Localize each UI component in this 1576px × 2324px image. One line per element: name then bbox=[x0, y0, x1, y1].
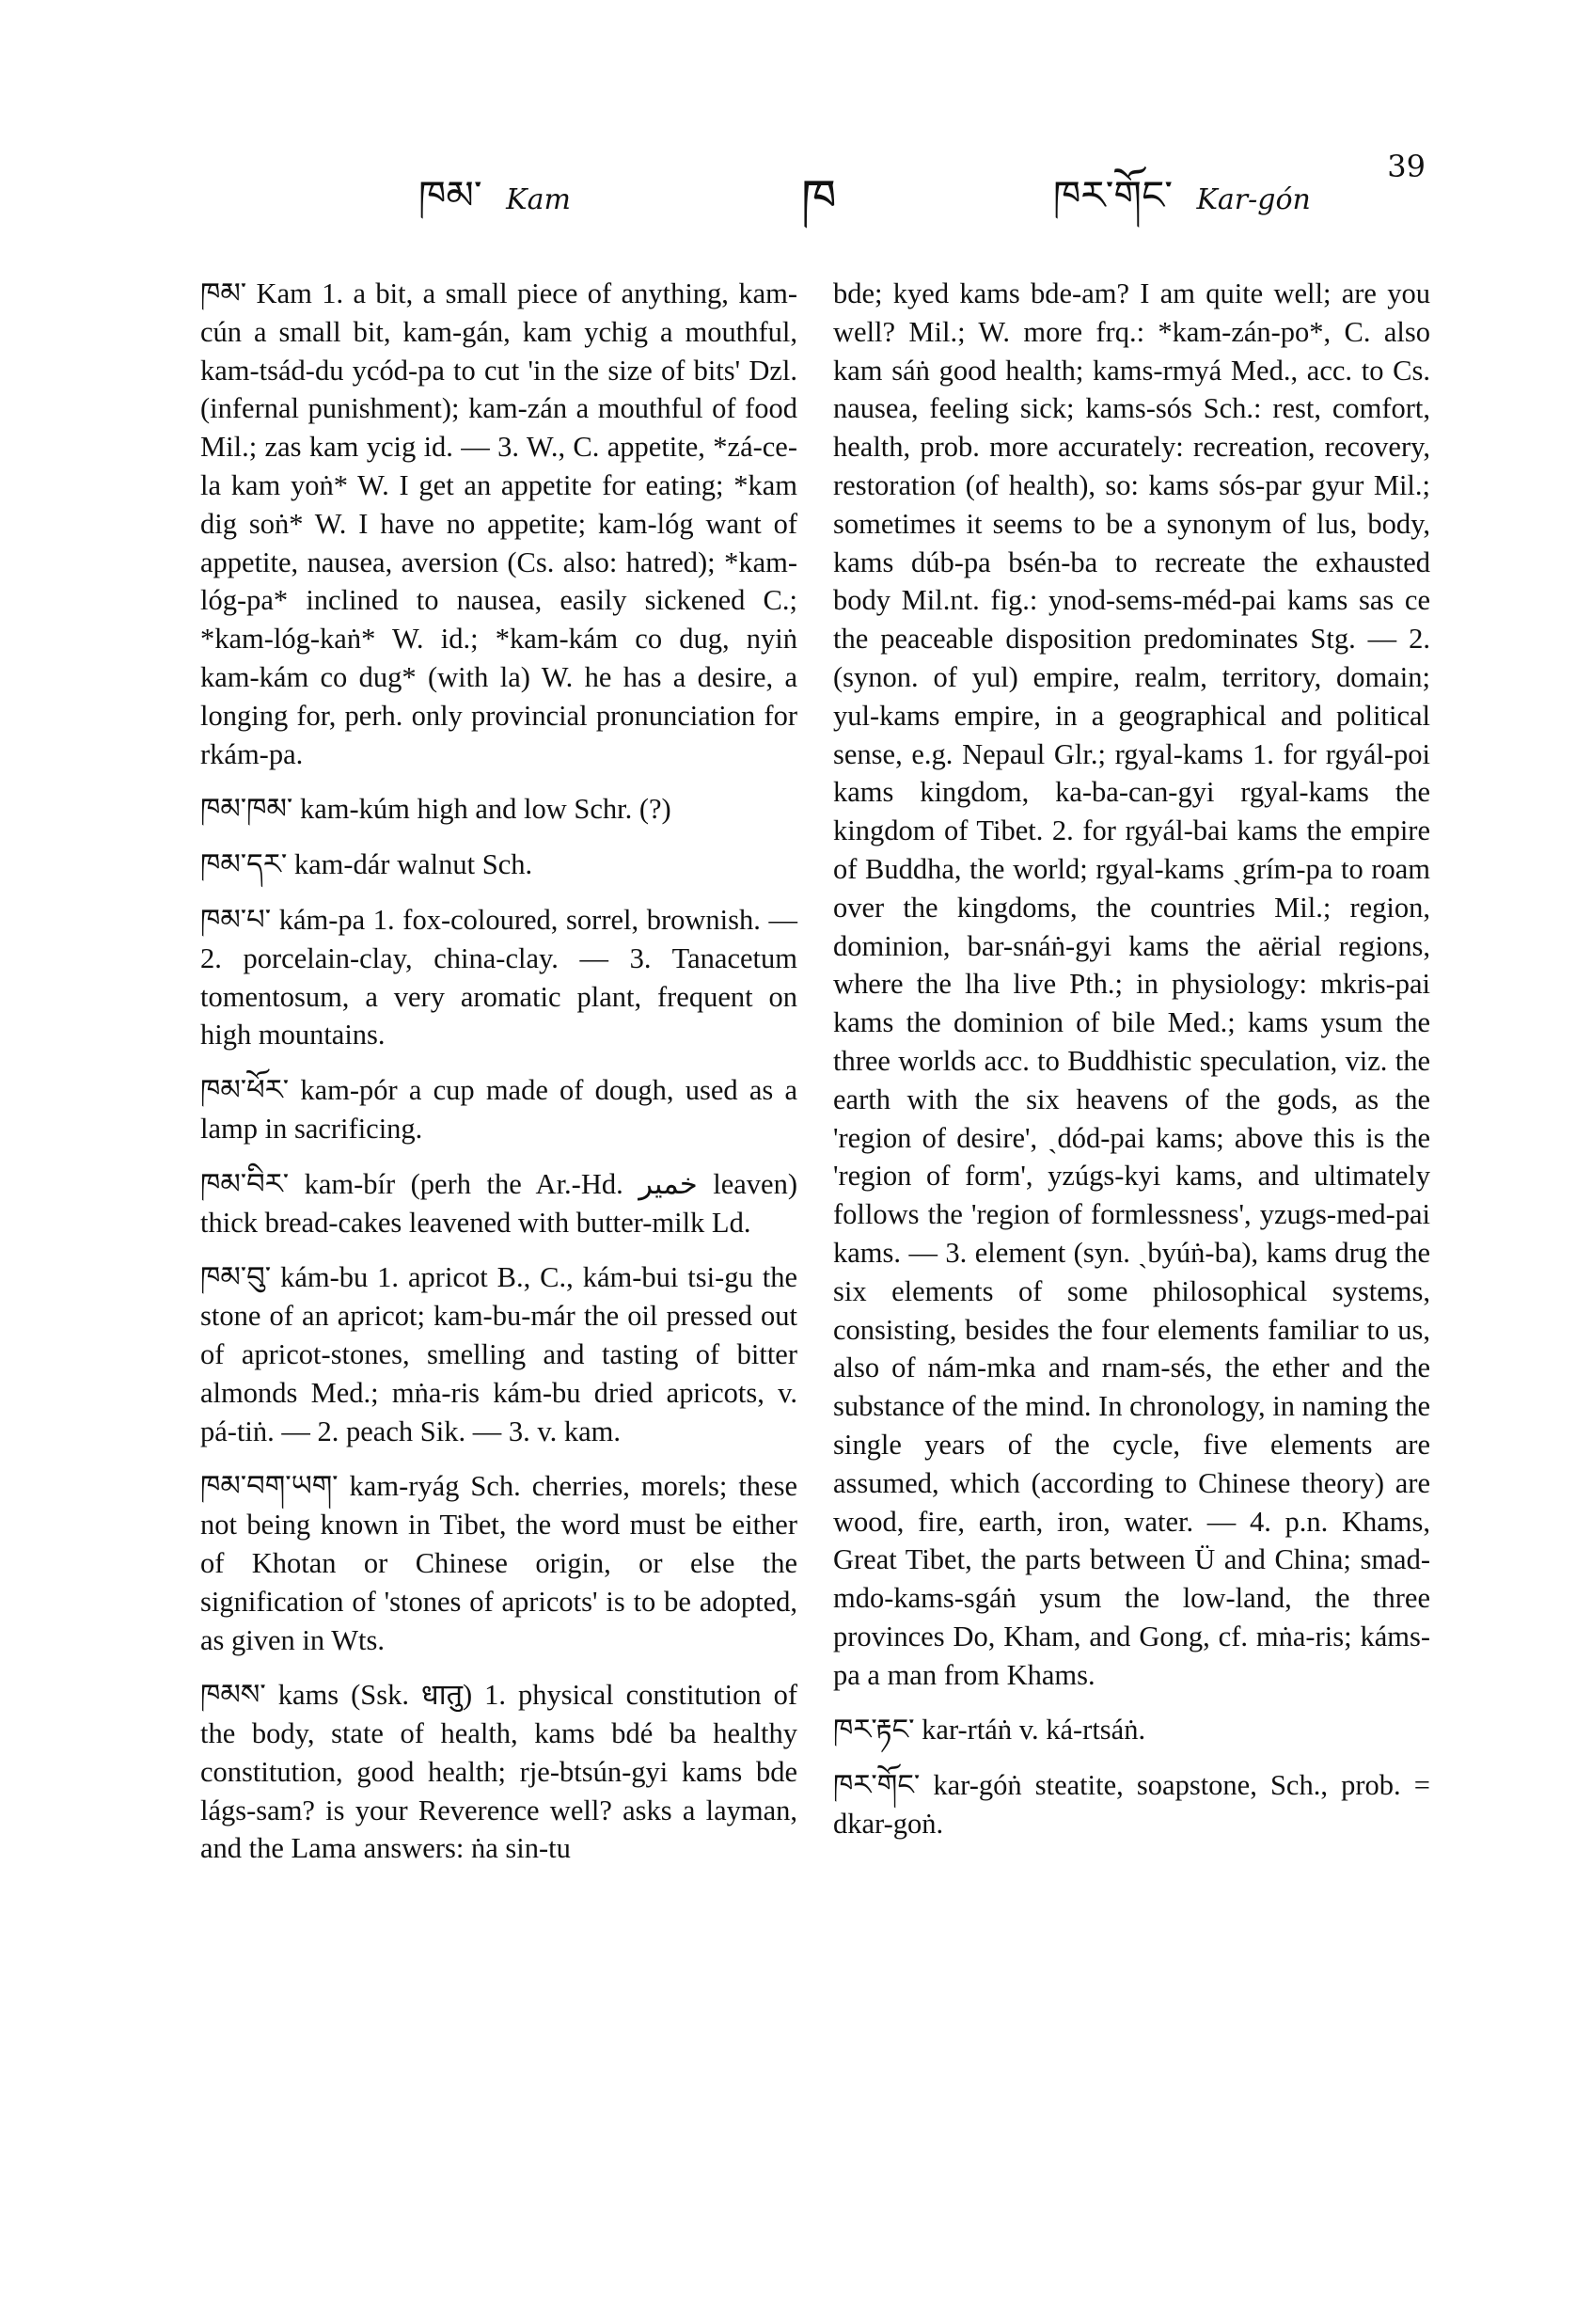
entry-kams-continued: bde; kyed kams bde-am? I am quite well; are you well? Mil.; W. more frq.: *kam-zán-po*, C. also kam sáṅ good health; kams-rmyá Med., acc. to Cs. nausea, feeling sick; kams-sós Sch.: rest, comfort, health, prob. more accurately: recreation, recovery, restoration (of health), so: kams sós-par gyur Mil.; sometimes it seems to be a synonym of lus, body, kams dúb-pa bsén-ba to recreate the exhausted body Mil.nt. fig.: ynod-sems-méd-pai kams sas ce the peaceable disposition predominates Stg. — 2. (synon. of yul) empire, realm, territory, domain; yul-kams empire, in a geographical and political sense, e.g. Nepaul Glr.; rgyal-kams 1. for rgyál-poi kams kingdom, ka-ba-can-gyi rgyal-kams the kingdom of Tibet. 2. for rgyál-bai kams the empire of Buddha, the world; rgyal-kams ˏgrím-pa to roam over the kingdoms, the countries Mil.; region, dominion, bar-snáṅ-gyi kams the aërial regions, where the lha live Pth.; in physiology: mkris-pai kams the dominion of bile Med.; kams ysum the three worlds acc. to Buddhistic speculation, viz. the earth with the six heavens of the gods, as the 'region of desire', ˏdód-pai kams; above this is the 'region of form', yzúgs-kyi kams, and ultimately follows the 'region of formlessness', yzugs-med-pai kams. — 3. element (syn. ˏbyúṅ-ba), kams drug the six elements of some philosophical systems, consisting, besides the four elements familiar to us, also of nám-mka and rnam-sés, the ether and the substance of the mind. In chronology, in naming the single years of the cycle, five elements are assumed, which (according to Chinese theory) are wood, fire, earth, iron, water. — 4. p.n. Khams, Great Tibet, the parts between Ü and China; smad-mdo-kams-sgáṅ ysum the low-land, the three provinces Do, Kham, and Gong, cf. mṅa-ris; káms-pa a man from Khams. bbox=[833, 277, 1431, 1691]
entry-kam-bir: ཁམ་བིར་ kam-bír (perh the Ar.-Hd. ﺧﻤﻴﺮ leaven) thick bread-cakes leavened with butter-milk Ld. bbox=[200, 1167, 797, 1239]
entry-kam-kum: ཁམ་ཁམ་ kam-kúm high and low Schr. (?) bbox=[200, 793, 671, 826]
running-head-left-word: Kam bbox=[506, 183, 571, 216]
page-number: 39 bbox=[1387, 149, 1426, 184]
running-head-right bbox=[1053, 150, 1311, 262]
left-column bbox=[200, 275, 797, 1868]
entry-kar-gong: ཁར་གོང་ kar-góṅ steatite, soapstone, Sch., prob. = dkar-goṅ. bbox=[833, 1769, 1430, 1841]
entry-kam-por: ཁམ་ཕོར་ kam-pór a cup made of dough, used as a lamp in sacrificing. bbox=[200, 1074, 797, 1145]
running-head-left bbox=[418, 150, 571, 262]
entry-kam-pa: ཁམ་པ་ kám-pa 1. fox-coloured, sorrel, brownish. — 2. porcelain-clay, china-clay. — 3. Tanacetum tomentosum, a very aromatic plant, frequent on high mountains. bbox=[200, 903, 797, 1051]
running-head-right-tibetan: ཁར་གོང་ bbox=[1053, 172, 1174, 218]
right-column bbox=[833, 275, 1430, 1843]
entry-kams: ཁམས་ kams (Ssk. धातु) 1. physical constitution of the body, state of health, kams bdé ba healthy constitution, good health; rje-btsún-gyi kams bde lágs-sam? is your Reverence well? asks a layman, and the Lama answers: ṅa sin-tu bbox=[200, 1679, 797, 1865]
running-head-left-tibetan: ཁམ་ bbox=[418, 172, 482, 218]
entry-kam: ཁམ་ Kam 1. a bit, a small piece of anything, kam-cún a small bit, kam-gán, kam ychig a mouthful, kam-tsád-du ycód-pa to cut 'in the size of bits' Dzl. (infernal punishment); kam-zán a mouthful of food Mil.; zas kam ycig id. — 3. W., C. appetite, *zá-ce-la kam yoṅ* W. I get an appetite for eating; *kam dig soṅ* W. I have no appetite; kam-lóg want of appetite, nausea, aversion (Cs. also: hatred); *kam-lóg-pa* inclined to nausea, easily sickened C.; *kam-lóg-kaṅ* W. id.; *kam-kám co dug, nyiṅ kam-kám co dug* (with la) W. he has a desire, a longing for, perh. only provincial pronunciation for rkám-pa. bbox=[200, 277, 797, 770]
entry-kam-bu: ཁམ་བུ་ kám-bu 1. apricot B., C., kám-bui tsi-gu the stone of an apricot; kam-bu-már the oil pressed out of apricot-stones, smelling and tasting of bitter almonds Med.; mṅa-ris kám-bu dried apricots, v. pá-tiṅ. — 2. peach Sik. — 3. v. kam. bbox=[200, 1261, 797, 1447]
section-letter: ཁ bbox=[801, 168, 837, 228]
entry-kar-rtang: ཁར་རྟང་ kar-rtáṅ v. ká-rtsáṅ. bbox=[833, 1714, 1146, 1747]
entry-kam-ryag: ཁམ་བག་ཡག་ kam-ryág Sch. cherries, morels; these not being known in Tibet, the word must be either of Khotan or Chinese origin, or else the signification of 'stones of apricots' is to be adopted, as given in Wts. bbox=[200, 1470, 797, 1656]
running-head-right-word: Kar-gón bbox=[1196, 183, 1311, 216]
entry-kam-dar: ཁམ་དར་ kam-dár walnut Sch. bbox=[200, 848, 533, 881]
